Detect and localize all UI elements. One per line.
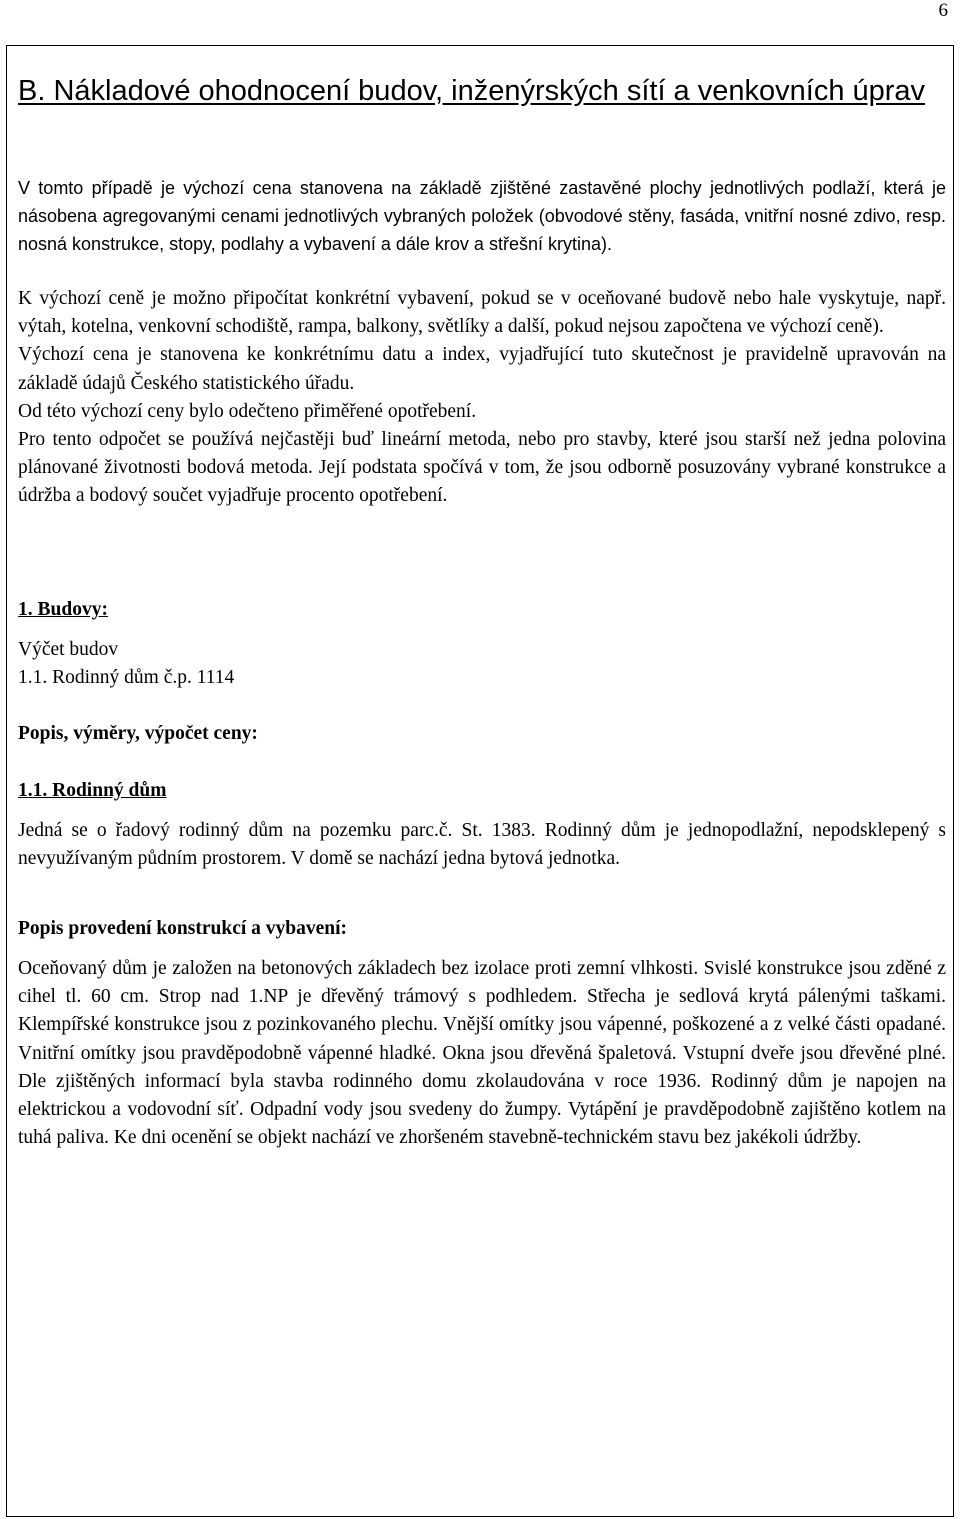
buildings-list-item: 1.1. Rodinný dům č.p. 1114 xyxy=(18,667,235,689)
page-number: 6 xyxy=(938,0,948,21)
buildings-list-title: Výčet budov xyxy=(18,639,119,660)
intro-paragraph-1: V tomto případě je výchozí cena stanovena na základě zjištěné zastavěné plochy jednotlivých podlaží, která je násobena agregovanými cenami jednotlivých vybraných položek (obvodové stěny, fasáda, vnitřní nosné zdivo, resp. nosná konstrukce, stopy, podlahy a vybavení a dále krov a střešní krytina). xyxy=(18,178,946,255)
buildings-block xyxy=(18,596,946,624)
house-block xyxy=(18,777,946,805)
buildings-list xyxy=(18,636,946,692)
description-heading: Popis, výměry, výpočet ceny: xyxy=(18,723,258,744)
section-title: B. Nákladové ohodnocení budov, inženýrských sítí a venkovních úprav xyxy=(18,75,926,107)
intro-paragraph-3: Výchozí cena je stanovena ke konkrétnímu datu a index, vyjadřující tuto skutečnost je pravidelně upravován na základě údajů Českého statistického úřadu. xyxy=(18,344,946,394)
intro-block xyxy=(18,174,946,259)
house-text: Jedná se o řadový rodinný dům na pozemku parc.č. St. 1383. Rodinný dům je jednopodlažní, nepodsklepený s nevyužívaným půdním prostorem. V domě se nachází jedna bytová jednotka. xyxy=(18,820,946,870)
intro-paragraph-2: K výchozí ceně je možno připočítat konkrétní vybavení, pokud se v oceňované budově nebo hale vyskytuje, např. výtah, kotelna, venkovní schodiště, rampa, balkony, světlíky a další, pokud nejsou započtena ve výchozí ceně). xyxy=(18,288,946,338)
house-text-block xyxy=(18,817,946,873)
intro-paragraph-5: Pro tento odpočet se používá nejčastěji buď lineární metoda, nebo pro stavby, které jsou starší než jedna polovina plánované životnosti bodová metoda. Její podstata spočívá v tom, že jsou odborně posuzovány vybrané konstrukce a údržba a bodový součet vyjadřuje procento opotřebení. xyxy=(18,429,946,507)
construction-text-block xyxy=(18,955,946,1152)
description-block xyxy=(18,720,946,748)
construction-heading-block xyxy=(18,915,946,943)
intro-paragraph-4: Od této výchozí ceny bylo odečteno přiměřené opotřebení. xyxy=(18,400,477,422)
construction-heading: Popis provedení konstrukcí a vybavení: xyxy=(18,918,348,939)
construction-text: Oceňovaný dům je založen na betonových základech bez izolace proti zemní vlhkosti. Svislé konstrukce jsou zděné z cihel tl. 60 cm. Strop nad 1.NP je dřevěný trámový s podhledem. Střecha je sedlová krytá pálenými taškami. Klempířské konstrukce jsou z pozinkovaného plechu. Vnější omítky jsou vápenné, poškozené a z velké části opadané. Vnitřní omítky jsou pravděpodobně vápenné hladké. Okna jsou dřevěná špaletová. Vstupní dveře jsou dřevěné plné. Dle zjištěných informací byla stavba rodinného domu zkolaudována v roce 1936. Rodinný dům je napojen na elektrickou a vodovodní síť. Odpadní vody jsou svedeny do žumpy. Vytápění je pravděpodobně zajištěno kotlem na tuhá paliva. Ke dni ocenění se objekt nachází ve zhoršeném stavebně-technickém stavu bez jakékoli údržby. xyxy=(18,958,946,1149)
buildings-heading: 1. Budovy: xyxy=(18,599,108,620)
house-heading: 1.1. Rodinný dům xyxy=(18,780,167,801)
intro-block-2 xyxy=(18,285,946,511)
